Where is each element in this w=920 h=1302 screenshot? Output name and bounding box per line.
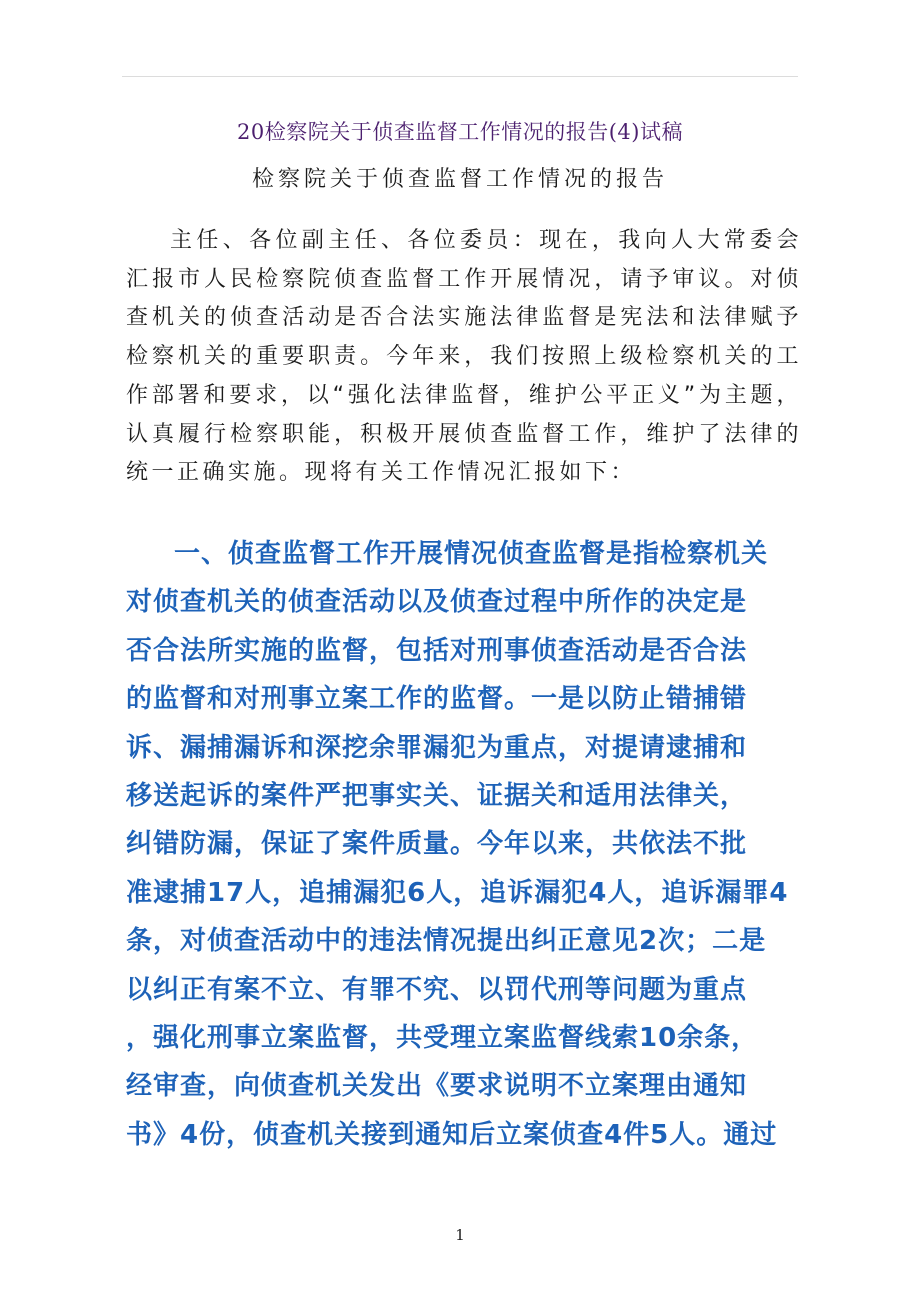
section-one	[126, 530, 792, 1159]
section-line: 书》4份，侦查机关接到通知后立案侦查4件5人。通过	[126, 1119, 778, 1150]
section-line: 对侦查机关的侦查活动以及侦查过程中所作的决定是	[126, 587, 748, 618]
header-rule	[122, 76, 798, 77]
intro-paragraph: 主任、各位副主任、各位委员：现在，我向人大常委会汇报市人民检察院侦查监督工作开展情况，请予审议。对侦查机关的侦查活动是否合法实施法律监督是宪法和法律赋予检察机关的重要职责。今年来，我们按照上级检察机关的工作部署和要求，以“强化法律监督，维护公平正义”为主题，认真履行检察职能，积极开展侦查监督工作，维护了法律的统一正确实施。现将有关工作情况汇报如下：	[126, 228, 802, 486]
section-line: 经审查，向侦查机关发出《要求说明不立案理由通知	[126, 1071, 748, 1102]
section-line: 条，对侦查活动中的违法情况提出纠正意见2次；二是	[126, 926, 767, 957]
document-title: 20检察院关于侦查监督工作情况的报告(4)试稿	[237, 120, 683, 144]
section-line: 纠错防漏，保证了案件质量。今年以来，共依法不批	[126, 829, 748, 860]
page-number: 1	[455, 1226, 465, 1244]
section-line: 诉、漏捕漏诉和深挖余罪漏犯为重点，对提请逮捕和	[126, 732, 748, 763]
section-line: 的监督和对刑事立案工作的监督。一是以防止错捕错	[126, 684, 748, 715]
document-subtitle: 检察院关于侦查监督工作情况的报告	[251, 167, 668, 192]
section-line: 一、侦查监督工作开展情况侦查监督是指检察机关	[174, 539, 769, 569]
section-line: 移送起诉的案件严把事实关、证据关和适用法律关，	[126, 781, 748, 812]
section-line: ，强化刑事立案监督，共受理立案监督线索10余条，	[126, 1023, 759, 1054]
section-line: 以纠正有案不立、有罪不究、以罚代刑等问题为重点	[126, 974, 748, 1005]
section-line: 否合法所实施的监督，包括对刑事侦查活动是否合法	[126, 635, 748, 666]
section-line: 准逮捕17人，追捕漏犯6人，追诉漏犯4人，追诉漏罪4	[126, 877, 789, 908]
